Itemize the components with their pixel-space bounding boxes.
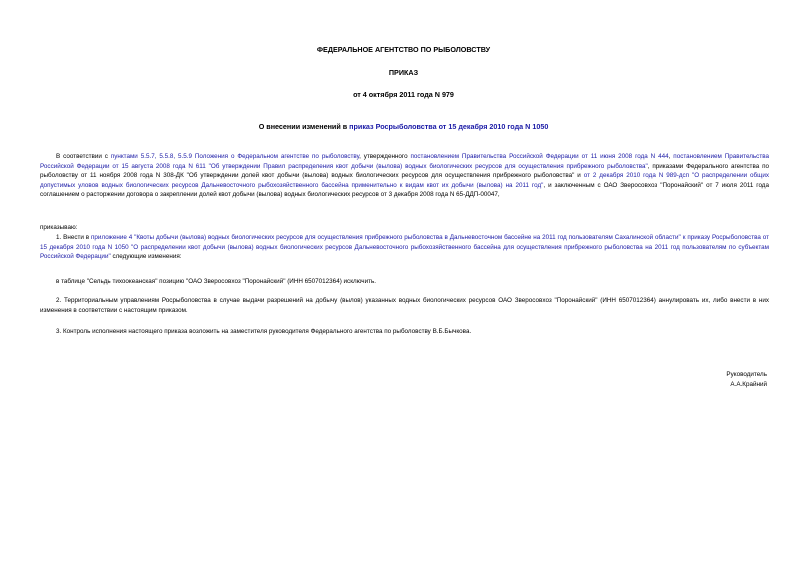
item1-link-order-1050[interactable]: к приказу Росрыболовства от 15 декабря 2010 года N 1050 "О распределении квот добычи (вылова) водных биологических ресурсов Дальневосточного рыбохозяйственного бассейна для осуществления прибрежного рыболовства на 2011 год пользователям по субъектам Российской Федерации": [40, 234, 770, 261]
preamble-text-2: , утвержденного: [359, 153, 411, 160]
agency-name: ФЕДЕРАЛЬНОЕ АГЕНТСТВО ПО РЫБОЛОВСТВУ: [316, 45, 491, 54]
doc-date-number: от 4 октября 2011 года N 979: [353, 90, 454, 99]
preamble-link-order-989[interactable]: от 2 декабря 2010 года N 989-дсп "О распределении общих допустимых уловов водных биологических ресурсов Дальневосточного рыбохозяйственного бассейна применительно к видам квот их добычи (вылова) на 2011 год": [40, 172, 769, 189]
doc-title: [0, 122, 807, 132]
preamble-text-4: , приказами Федерального агентства по рыболовству от 11 ноября 2008 года N 308-ДК "Об утверждении долей квот добычи (вылова) водных биологических ресурсов для осуществления прибрежного рыболовства" и: [40, 162, 769, 180]
item1-text-3: следующие изменения:: [110, 253, 182, 261]
preamble-link-regulation[interactable]: пунктами 5.5.7, 5.5.8, 5.5.9 Положения о Федеральном агентстве по рыболовству: [110, 153, 360, 160]
order-intro: приказываю:: [40, 224, 78, 231]
signature-name: А.А.Крайний: [730, 381, 767, 388]
preamble-link-decree-611[interactable]: постановлением Правительства Российской Федерации от 15 августа 2008 года N 611 "Об утверждении Правил распределения квот добычи (вылова) водных биологических ресурсов для осуществления прибрежного рыболовства": [40, 153, 769, 170]
doc-title-prefix: О внесении изменений в: [258, 122, 350, 131]
order-item-1: [40, 233, 769, 262]
item1-text-1: 1. Внести в: [56, 234, 92, 241]
preamble-text-5: , и заключенным с ОАО Зверосовхоз "Поронайский" от 7 июля 2011 года соглашением о расторжении договора о закреплении долей квот добычи (вылова) водных биологических ресурсов от 3 декабря 2008 года N 65-ДДП-00047,: [40, 181, 769, 199]
item1-link-appendix-4[interactable]: приложение 4 "Квоты добычи (вылова) водных биологических ресурсов для осуществления прибрежного рыболовства в Дальневосточном бассейне на 2011 год пользователям Сахалинской области": [91, 234, 681, 241]
doc-type: ПРИКАЗ: [388, 68, 419, 77]
item1-change: в таблице "Сельдь тихоокеанская" позицию "ОАО Зверосовхоз "Поронайский" (ИНН 6507012364) исключить.: [56, 278, 376, 285]
order-item-3: 3. Контроль исполнения настоящего приказа возложить на заместителя руководителя Федерального агентства по рыболовству В.Б.Бычкова.: [56, 328, 472, 335]
preamble-text-3: ,: [668, 153, 674, 160]
preamble-link-decree-444[interactable]: постановлением Правительства Российской Федерации от 11 июня 2008 года N 444: [410, 153, 669, 160]
preamble-paragraph: [40, 152, 769, 200]
signature-position: Руководитель: [726, 371, 767, 378]
preamble-text-1: В соответствии с: [56, 153, 111, 160]
order-item-2: 2. Территориальным управлениям Росрыболовства в случае выдачи разрешений на добычу (вылов) указанных водных биологических ресурсов ОАО Зверосовхоз "Поронайский" (ИНН 6507012364) аннулировать их, либо внести в них изменения в соответствии с настоящим приказом.: [40, 297, 769, 314]
doc-title-link[interactable]: приказ Росрыболовства от 15 декабря 2010 года N 1050: [349, 122, 549, 131]
